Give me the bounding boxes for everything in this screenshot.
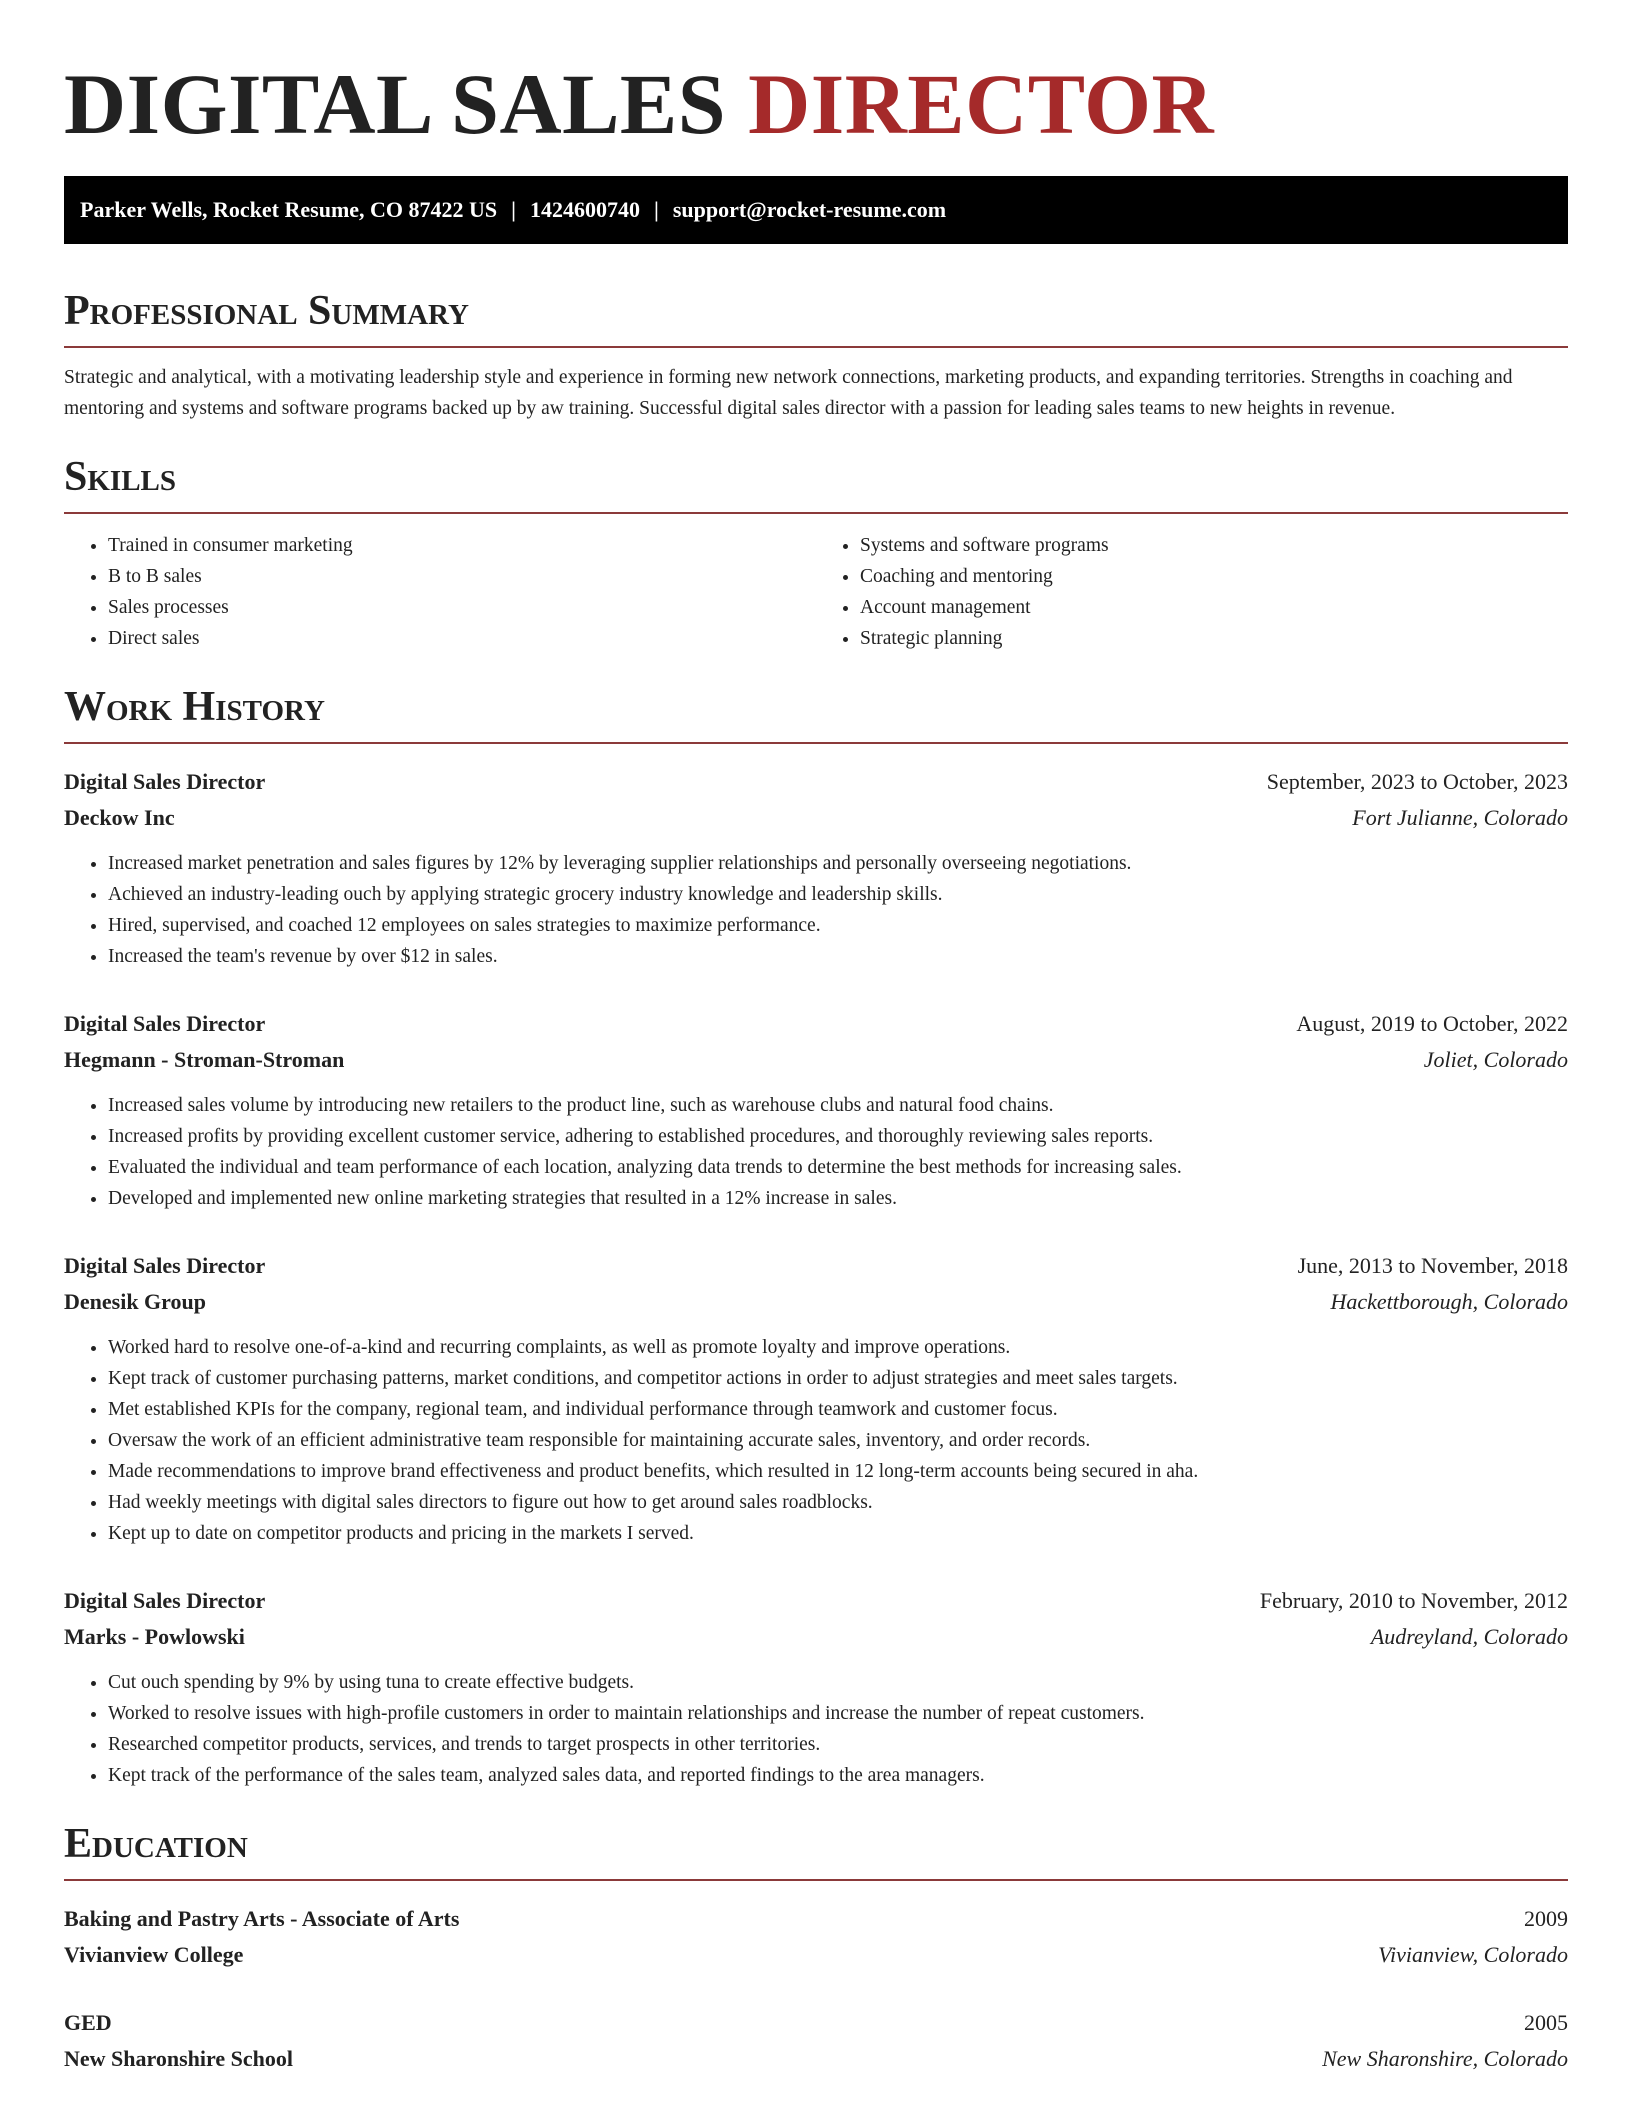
- skills-heading: Skills: [64, 452, 1568, 514]
- skill-item: • Direct sales: [108, 623, 816, 654]
- job-entry: [64, 1248, 1568, 1549]
- education-year: 2005: [1524, 2010, 1568, 2035]
- job-company: Hegmann - Stroman-Stroman: [64, 1047, 345, 1072]
- skill-item: • Systems and software programs: [860, 530, 1568, 561]
- job-dates: August, 2019 to October, 2022: [1296, 1011, 1568, 1036]
- skills-column-left: [64, 530, 816, 654]
- skill-item: • Trained in consumer marketing: [108, 530, 816, 561]
- work-history-heading: Work History: [64, 682, 1568, 744]
- job-bullets: [64, 1667, 1568, 1791]
- job-bullet: • Hired, supervised, and coached 12 employees on sales strategies to maximize performance.: [108, 910, 1568, 941]
- job-bullet: • Worked to resolve issues with high-profile customers in order to maintain relationships and increase the number of repeat customers.: [108, 1698, 1568, 1729]
- job-bullet: • Kept track of customer purchasing patterns, market conditions, and competitor actions in order to adjust strategies and meet sales targets.: [108, 1363, 1568, 1394]
- job-bullet: • Researched competitor products, services, and trends to target prospects in other territories.: [108, 1729, 1568, 1760]
- job-dates: February, 2010 to November, 2012: [1259, 1588, 1568, 1613]
- education-heading: Education: [64, 1819, 1568, 1881]
- contact-phone: 1424600740: [530, 197, 641, 222]
- job-bullet: • Made recommendations to improve brand effectiveness and product benefits, which resulted in 12 long-term accounts being secured in aha.: [108, 1456, 1568, 1487]
- skill-item: • Sales processes: [108, 592, 816, 623]
- education-school: New Sharonshire School: [64, 2046, 294, 2071]
- job-bullet: • Kept track of the performance of the sales team, analyzed sales data, and reported findings to the area managers.: [108, 1760, 1568, 1791]
- job-location: Fort Julianne, Colorado: [1352, 805, 1568, 830]
- education-entry: [64, 2005, 1568, 2077]
- job-bullet: • Kept up to date on competitor products and pricing in the markets I served.: [108, 1518, 1568, 1549]
- job-bullet: • Achieved an industry-leading ouch by applying strategic grocery industry knowledge and leadership skills.: [108, 879, 1568, 910]
- contact-separator: |: [654, 197, 659, 222]
- job-location: Joliet, Colorado: [1423, 1047, 1568, 1072]
- job-company: Deckow Inc: [64, 805, 175, 830]
- job-bullet: • Had weekly meetings with digital sales directors to figure out how to get around sales roadblocks.: [108, 1487, 1568, 1518]
- education-degree: Baking and Pastry Arts - Associate of Arts: [64, 1906, 460, 1931]
- skills-column-right: [816, 530, 1568, 654]
- job-company: Marks - Powlowski: [64, 1624, 245, 1649]
- job-company: Denesik Group: [64, 1289, 207, 1314]
- contact-bar: [64, 176, 1568, 244]
- education-location: Vivianview, Colorado: [1378, 1942, 1568, 1967]
- skill-item: • Account management: [860, 592, 1568, 623]
- job-bullet: • Increased profits by providing excellent customer service, adhering to established procedures, and thoroughly reviewing sales reports.: [108, 1121, 1568, 1152]
- job-bullets: [64, 848, 1568, 972]
- job-entry: [64, 1006, 1568, 1214]
- job-bullet: • Increased market penetration and sales figures by 12% by leveraging supplier relationships and personally overseeing negotiations.: [108, 848, 1568, 879]
- job-bullet: • Increased the team's revenue by over $12 in sales.: [108, 941, 1568, 972]
- job-bullet: • Developed and implemented new online marketing strategies that resulted in a 12% increase in sales.: [108, 1183, 1568, 1214]
- job-bullet: • Increased sales volume by introducing new retailers to the product line, such as warehouse clubs and natural food chains.: [108, 1090, 1568, 1121]
- job-title: Digital Sales Director: [64, 1011, 266, 1036]
- job-title: Digital Sales Director: [64, 769, 266, 794]
- education-entry: [64, 1901, 1568, 1973]
- education-school: Vivianview College: [64, 1942, 244, 1967]
- job-bullet: • Worked hard to resolve one-of-a-kind and recurring complaints, as well as promote loyalty and improve operations.: [108, 1332, 1568, 1363]
- job-location: Hackettborough, Colorado: [1330, 1289, 1568, 1314]
- job-bullet: • Evaluated the individual and team performance of each location, analyzing data trends to determine the best methods for increasing sales.: [108, 1152, 1568, 1183]
- title-main: DIGITAL SALES: [64, 56, 727, 152]
- job-entry: [64, 764, 1568, 972]
- skills-list: [64, 530, 1568, 654]
- summary-text: Strategic and analytical, with a motivating leadership style and experience in forming new network connections, marketing products, and expanding territories. Strengths in coaching and mentoring and systems and software programs backed up by aw training. Successful digital sales director with a passion for leading sales teams to new heights in revenue.: [64, 367, 1513, 419]
- contact-email: support@rocket-resume.com: [672, 197, 947, 222]
- summary-heading: Professional Summary: [64, 286, 1568, 348]
- skill-item: • Strategic planning: [860, 623, 1568, 654]
- contact-address: Parker Wells, Rocket Resume, CO 87422 US: [80, 197, 498, 222]
- resume-title: [64, 0, 1568, 152]
- job-bullets: [64, 1332, 1568, 1549]
- skill-item: • B to B sales: [108, 561, 816, 592]
- job-bullets: [64, 1090, 1568, 1214]
- job-title: Digital Sales Director: [64, 1253, 266, 1278]
- education-degree: GED: [64, 2010, 112, 2035]
- title-accent: DIRECTOR: [748, 56, 1215, 152]
- education-year: 2009: [1524, 1906, 1568, 1931]
- contact-separator: |: [511, 197, 517, 222]
- job-bullet: • Cut ouch spending by 9% by using tuna to create effective budgets.: [108, 1667, 1568, 1698]
- job-title: Digital Sales Director: [64, 1588, 266, 1613]
- job-dates: September, 2023 to October, 2023: [1266, 769, 1568, 794]
- job-location: Audreyland, Colorado: [1370, 1624, 1568, 1649]
- job-bullet: • Met established KPIs for the company, regional team, and individual performance through teamwork and customer focus.: [108, 1394, 1568, 1425]
- education-location: New Sharonshire, Colorado: [1322, 2046, 1568, 2071]
- skill-item: • Coaching and mentoring: [860, 561, 1568, 592]
- job-dates: June, 2013 to November, 2018: [1297, 1253, 1568, 1278]
- job-bullet: • Oversaw the work of an efficient administrative team responsible for maintaining accurate sales, inventory, and order records.: [108, 1425, 1568, 1456]
- job-entry: [64, 1583, 1568, 1791]
